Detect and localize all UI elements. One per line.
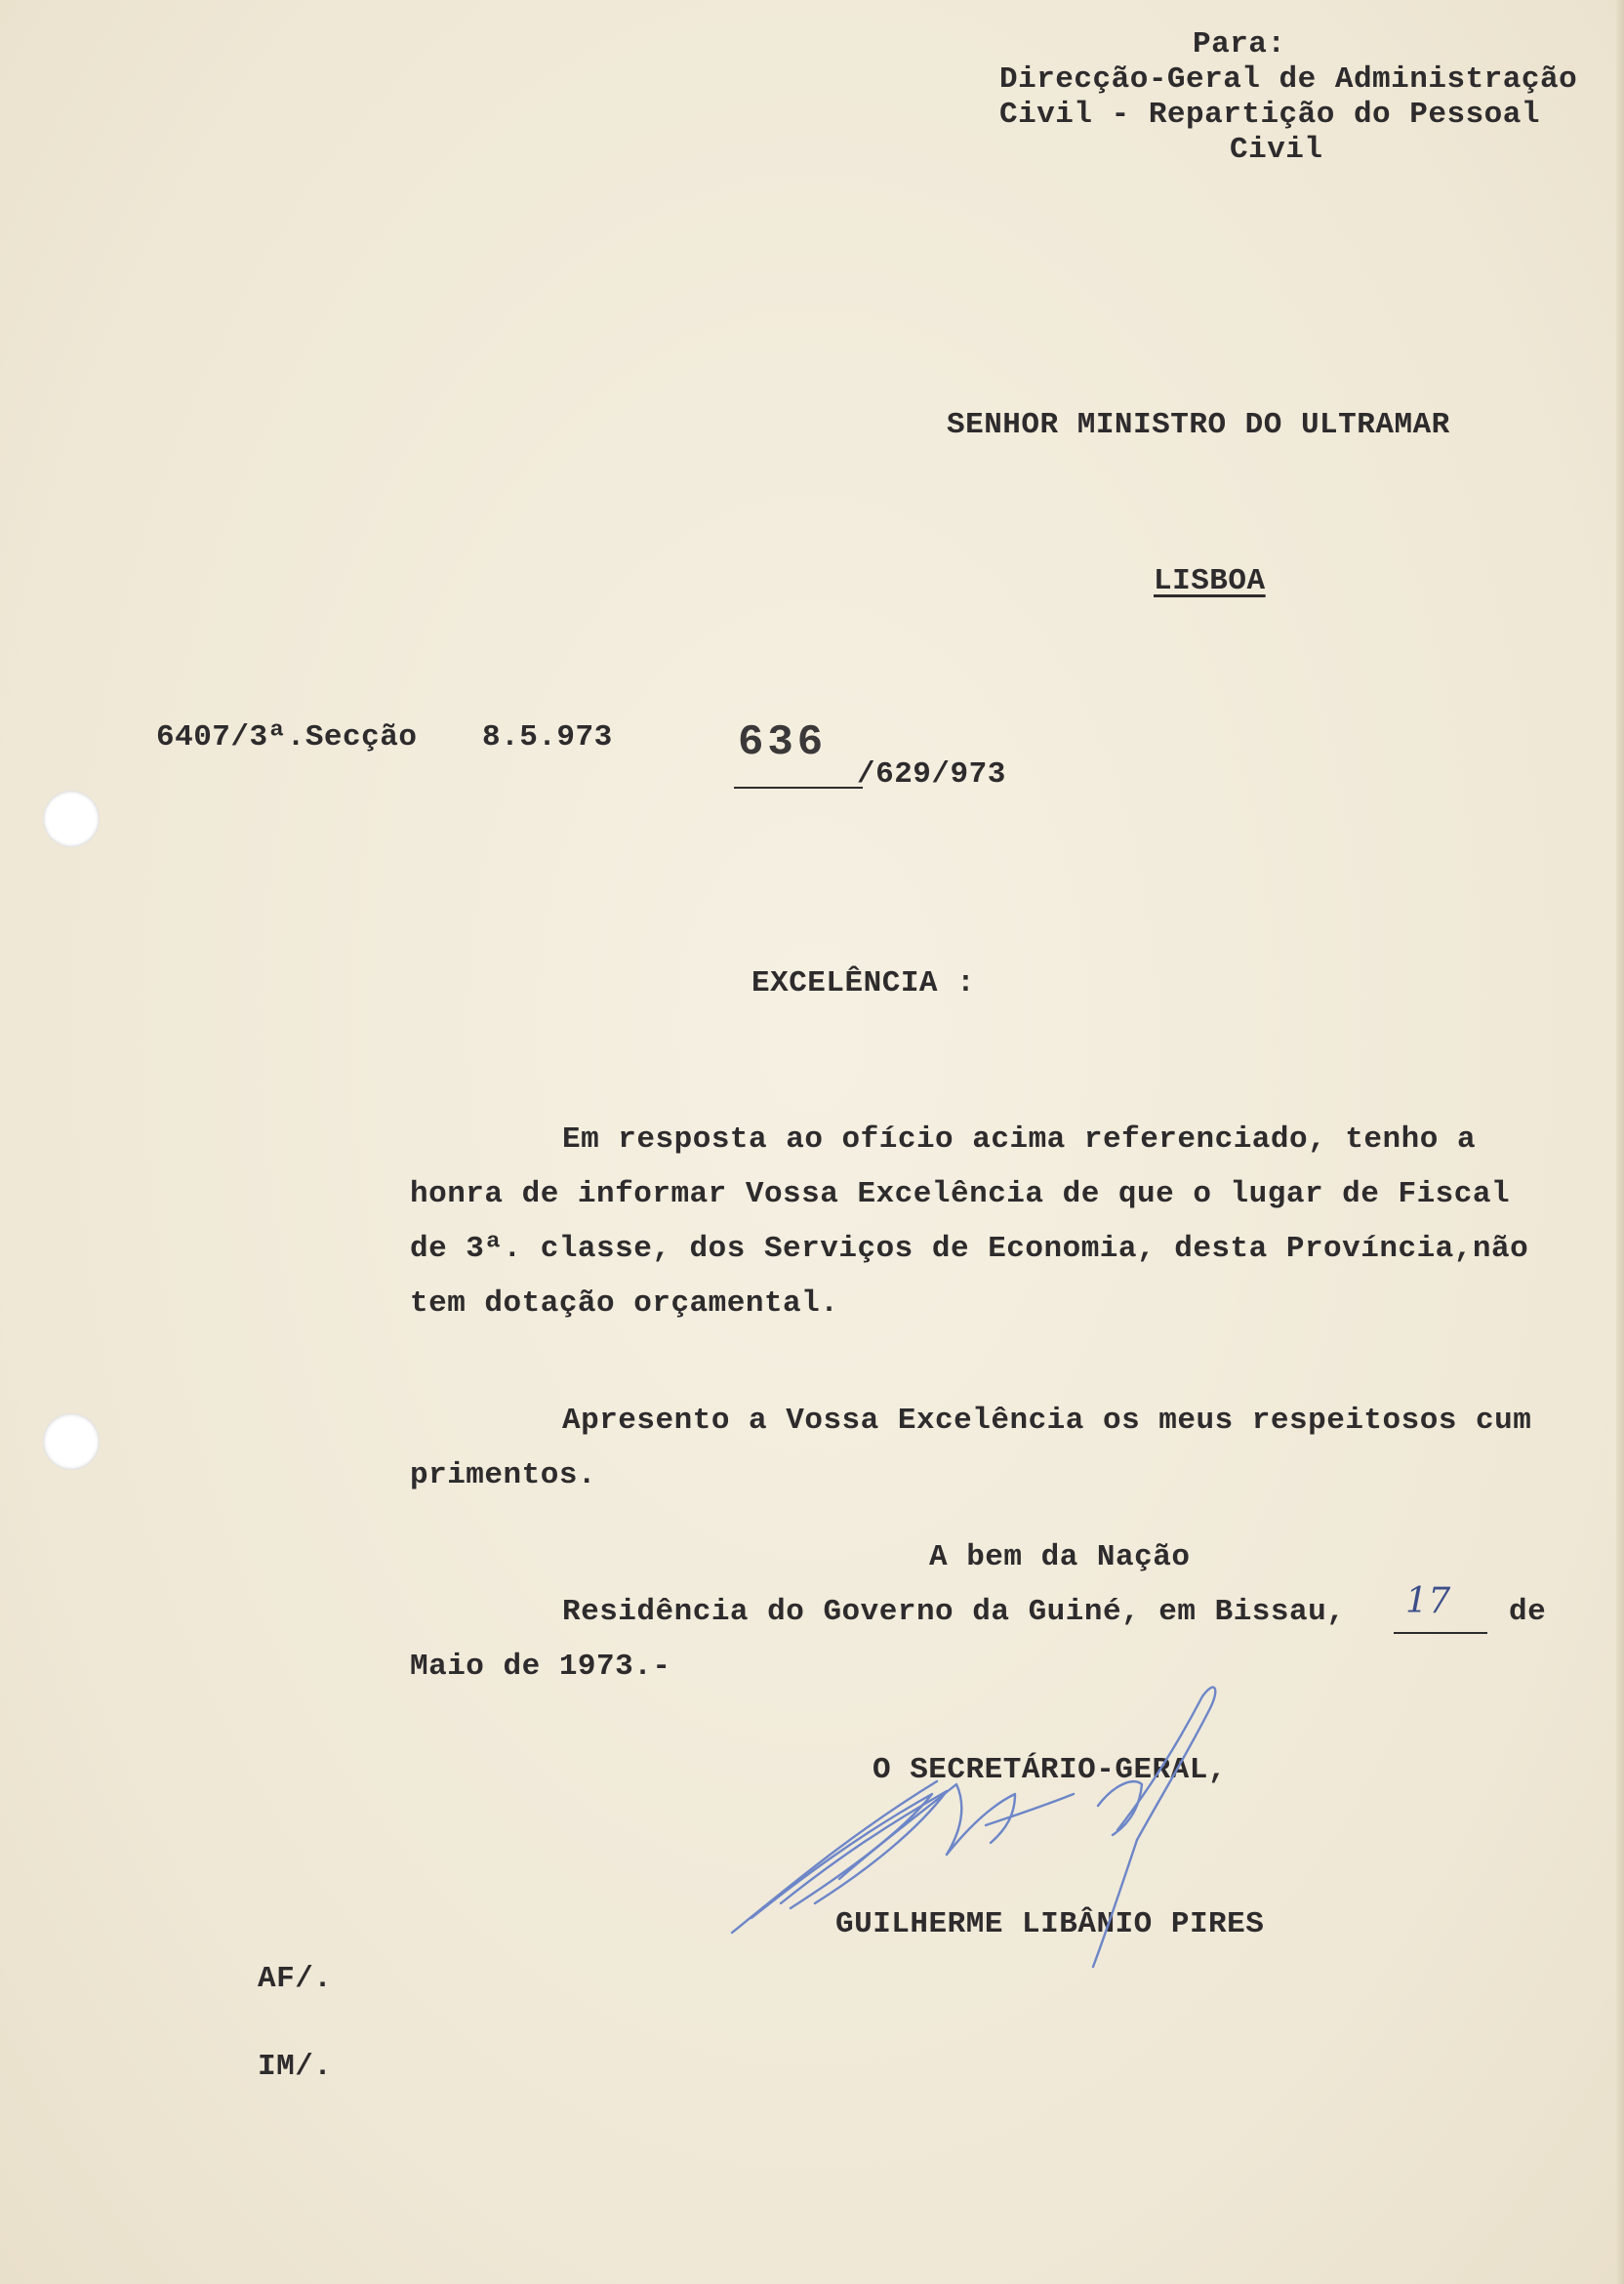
body-p1-line-3: de 3ª. classe, dos Serviços de Economia, desta Província,não bbox=[410, 1232, 1529, 1266]
recipient-line-1: Direcção-Geral de Administração bbox=[999, 62, 1578, 97]
reference-number-suffix: /629/973 bbox=[857, 757, 1006, 792]
body-p2-line-2: primentos. bbox=[410, 1458, 597, 1492]
recipient-line-2: Civil - Repartição do Pessoal bbox=[999, 98, 1540, 132]
reference-section: 6407/3ª.Secção bbox=[156, 720, 418, 755]
reference-number: 636 bbox=[738, 718, 828, 767]
addressee-title: SENHOR MINISTRO DO ULTRAMAR bbox=[947, 408, 1450, 442]
closing-day-underline bbox=[1394, 1632, 1487, 1634]
body-p1-line-4: tem dotação orçamental. bbox=[410, 1286, 839, 1321]
signer-title: O SECRETÁRIO-GERAL, bbox=[873, 1753, 1227, 1787]
initials-line-1: AF/. bbox=[258, 1962, 333, 1996]
closing-date-line-2: Maio de 1973.- bbox=[410, 1650, 671, 1684]
punch-hole-bottom bbox=[43, 1413, 100, 1470]
salutation: EXCELÊNCIA : bbox=[751, 966, 976, 1000]
closing-motto: A bem da Nação bbox=[929, 1540, 1191, 1574]
punch-hole-top bbox=[43, 791, 100, 847]
initials-line-2: IM/. bbox=[258, 2050, 333, 2084]
paper-edge bbox=[1616, 0, 1624, 2284]
body-p1-line-1: Em resposta ao ofício acima referenciado, tenho a bbox=[562, 1122, 1477, 1157]
reference-number-underline bbox=[734, 787, 863, 789]
closing-place-line: Residência do Governo da Guiné, em Bissau, bbox=[562, 1595, 1346, 1629]
addressee-city: LISBOA bbox=[1154, 564, 1266, 598]
closing-de: de bbox=[1509, 1595, 1547, 1629]
signer-name: GUILHERME LIBÂNIO PIRES bbox=[835, 1907, 1265, 1941]
recipient-line-3: Civil bbox=[1230, 133, 1323, 167]
body-p1-line-2: honra de informar Vossa Excelência de que o lugar de Fiscal bbox=[410, 1177, 1511, 1211]
handwritten-signature bbox=[722, 1669, 1327, 1991]
para-label: Para: bbox=[1193, 27, 1286, 61]
closing-day-handwritten: 17 bbox=[1405, 1581, 1451, 1621]
reference-date: 8.5.973 bbox=[482, 720, 613, 755]
body-p2-line-1: Apresento a Vossa Excelência os meus respeitosos cum bbox=[562, 1404, 1532, 1438]
